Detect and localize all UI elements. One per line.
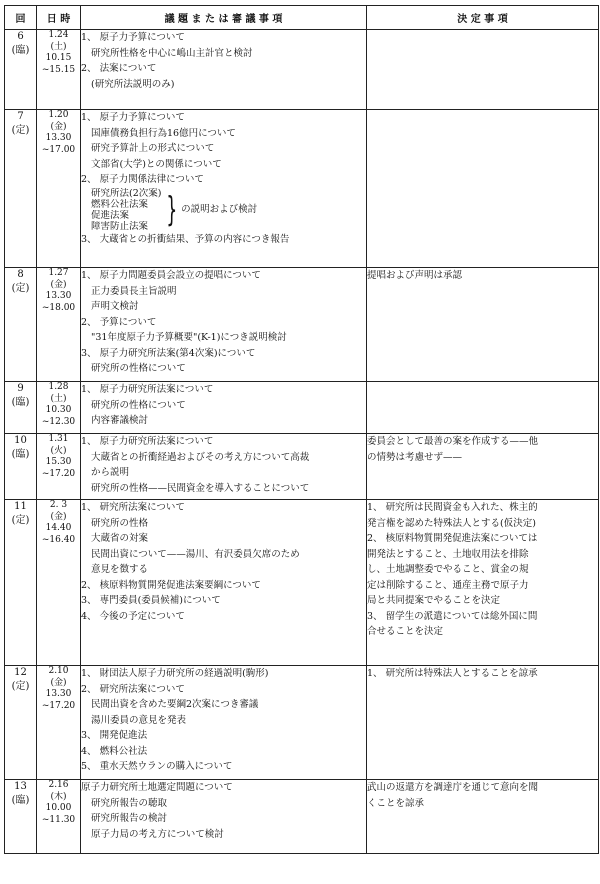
date-line: ~17.00 xyxy=(41,144,76,155)
agenda-line: 原子力研究所土地選定問題について xyxy=(81,782,233,793)
agenda-cell xyxy=(81,382,367,434)
table-row xyxy=(5,434,599,500)
agenda-line: 大蔵省との折衝経過およびその考え方について高裁 xyxy=(91,451,310,463)
date-line: 2.16 xyxy=(48,780,69,790)
table-row xyxy=(5,382,599,434)
decision-line: くことを諒承 xyxy=(367,797,425,809)
agenda-line: 2、 原子力関係法律について xyxy=(81,174,204,185)
meeting-number-cell xyxy=(5,382,37,434)
agenda-line: 研究所の性格について xyxy=(91,399,186,411)
agenda-line: 3、 専門委員(委員候補)について xyxy=(81,595,221,606)
table-row xyxy=(5,110,599,268)
agenda-line: 1、 原子力予算について xyxy=(81,112,185,123)
decision-cell xyxy=(367,30,599,110)
date-line: 13.30 xyxy=(45,689,72,699)
decision-line: 武山の返還方を調達庁を通じて意向を聞 xyxy=(367,782,539,793)
decision-line: 3、 留学生の派遣については総外国に問 xyxy=(367,610,538,622)
decision-line: 発言権を認めた特殊法人とする(仮決定) xyxy=(367,517,536,529)
agenda-line: 3、 開発促進法 xyxy=(81,730,148,741)
date-line: 2. 3 xyxy=(49,500,68,510)
date-line: ~17.20 xyxy=(41,468,76,479)
agenda-line: 2、 核原料物質開発促進法案要綱について xyxy=(81,579,261,591)
agenda-cell xyxy=(81,500,367,666)
meeting-number: 6 xyxy=(17,31,24,42)
agenda-line: 1、 原子力問題委員会設立の提唱について xyxy=(81,270,261,281)
date-line: ~16.40 xyxy=(41,534,76,545)
date-line: (火) xyxy=(50,445,67,456)
decision-line: 開発法とすること、土地収用法を排除 xyxy=(367,548,529,560)
meeting-type: (定) xyxy=(11,125,30,136)
meeting-number: 7 xyxy=(17,111,24,122)
date-line: 1.20 xyxy=(48,110,69,120)
meeting-type: (定) xyxy=(11,515,30,526)
meeting-number: 12 xyxy=(14,667,27,678)
agenda-line: 大蔵省の対案 xyxy=(91,533,149,544)
agenda-line: 1、 研究所法案について xyxy=(81,502,185,513)
agenda-line: 研究所の性格——民間資金を導入することについて xyxy=(91,482,310,494)
agenda-cell xyxy=(81,268,367,382)
decision-cell xyxy=(367,110,599,268)
table-row xyxy=(5,30,599,110)
date-line: ~12.30 xyxy=(41,416,76,427)
date-line: (土) xyxy=(50,393,67,404)
agenda-line: 文部省(大学)との関係について xyxy=(91,158,222,170)
agenda-line: 声明文検討 xyxy=(91,301,139,312)
date-line: 1.28 xyxy=(48,382,69,392)
brace-item: 研究所法(2次案) xyxy=(91,187,162,199)
date-line: 1.24 xyxy=(48,30,69,40)
date-line: 10.15 xyxy=(45,53,72,63)
date-line: ~17.20 xyxy=(41,700,76,711)
agenda-line: 5、 重水天然ウランの購入について xyxy=(81,761,233,772)
brace-item: 障害防止法案 xyxy=(91,220,149,232)
date-line: (木) xyxy=(50,791,67,802)
meeting-date-cell xyxy=(37,500,81,666)
date-line: (土) xyxy=(50,41,67,52)
agenda-line: 1、 原子力予算について xyxy=(81,32,185,43)
agenda-line: から説明 xyxy=(91,467,130,478)
agenda-cell xyxy=(81,434,367,500)
date-line: ~18.00 xyxy=(41,302,76,313)
date-line: (金) xyxy=(50,511,67,522)
meeting-type: (定) xyxy=(11,681,30,692)
date-line: ~15.15 xyxy=(41,64,76,75)
brace-item: 燃料公社法案 xyxy=(91,198,149,210)
agenda-line: 研究所報告の検討 xyxy=(91,813,168,824)
date-line: 1.27 xyxy=(48,268,69,278)
meeting-number: 11 xyxy=(14,501,27,512)
date-line: 13.30 xyxy=(45,291,72,301)
table-row xyxy=(5,500,599,666)
agenda-cell xyxy=(81,110,367,268)
agenda-line: 3、 大蔵省との折衝結果、予算の内容につき報告 xyxy=(81,233,290,245)
agenda-line: 民間出資を含めた要綱2次案につき審議 xyxy=(91,699,259,710)
agenda-line: (研究所法説明のみ) xyxy=(91,78,175,90)
decision-line: 1、 研究所は民間資金も入れた、株主的 xyxy=(367,502,538,513)
table-row xyxy=(5,666,599,780)
meeting-number: 9 xyxy=(17,383,24,394)
agenda-line: 意見を徴する xyxy=(91,564,149,575)
brace-label: の説明および検討 xyxy=(181,203,258,215)
agenda-line: 原子力局の考え方について検討 xyxy=(91,828,224,840)
date-line: 13.30 xyxy=(45,133,72,143)
meeting-number-cell xyxy=(5,500,37,666)
meeting-type: (定) xyxy=(11,283,30,294)
agenda-line: 3、 原子力研究所法案(第4次案)について xyxy=(81,347,256,359)
decision-line: の情勢は考慮せず—— xyxy=(367,451,463,463)
header-agenda: 議 題 ま た は 審 議 事 項 xyxy=(81,6,367,30)
agenda-line: 1、 財団法人原子力研究所の経過説明(駒形) xyxy=(81,668,269,679)
agenda-line: 2、 法案について xyxy=(81,63,157,74)
agenda-line: 民間出資について——湯川、有沢委員欠席のため xyxy=(91,548,300,560)
date-line: ~11.30 xyxy=(41,814,76,825)
meeting-date-cell xyxy=(37,268,81,382)
header-no: 回 xyxy=(5,6,37,30)
meeting-number-cell xyxy=(5,780,37,854)
meeting-type: (臨) xyxy=(11,449,30,460)
brace-items xyxy=(91,188,161,232)
decision-line: 合せることを決定 xyxy=(367,626,444,637)
date-line: 10.00 xyxy=(45,803,72,813)
header-date: 日 時 xyxy=(37,6,81,30)
agenda-line: 研究所性格を中心に嶋山主計官と検討 xyxy=(91,47,253,59)
date-line: 1.31 xyxy=(48,434,69,444)
meeting-number-cell xyxy=(5,110,37,268)
agenda-line: 研究所の性格 xyxy=(91,517,149,529)
brace-symbol: } xyxy=(166,189,178,230)
date-line: 10.30 xyxy=(45,405,72,415)
decision-line: 1、 研究所は特殊法人とすることを諒承 xyxy=(367,668,538,679)
meeting-number-cell xyxy=(5,268,37,382)
agenda-line: 研究所報告の聴取 xyxy=(91,797,168,809)
table-row xyxy=(5,780,599,854)
date-line: 2.10 xyxy=(48,666,69,676)
header-decision: 決 定 事 項 xyxy=(367,6,599,30)
meeting-date-cell xyxy=(37,666,81,780)
decision-line: し、土地調整委でやること、賞金の規 xyxy=(367,564,529,575)
agenda-line: "31年度原子力予算概要"(K-1)につき説明検討 xyxy=(91,332,287,343)
agenda-cell xyxy=(81,666,367,780)
minutes-table xyxy=(4,5,599,854)
meeting-date-cell xyxy=(37,780,81,854)
meeting-number-cell xyxy=(5,666,37,780)
decision-line: 提唱および声明は承認 xyxy=(367,270,463,281)
decision-cell xyxy=(367,382,599,434)
agenda-line: 1、 原子力研究所法案について xyxy=(81,384,214,395)
meeting-date-cell xyxy=(37,30,81,110)
decision-cell xyxy=(367,500,599,666)
meeting-date-cell xyxy=(37,382,81,434)
agenda-line: 内容審議検討 xyxy=(91,415,149,426)
brace-group xyxy=(81,188,366,232)
brace-item: 促進法案 xyxy=(91,209,130,221)
header-row xyxy=(5,6,599,30)
decision-cell xyxy=(367,268,599,382)
meeting-date-cell xyxy=(37,434,81,500)
agenda-line: 4、 燃料公社法 xyxy=(81,745,148,757)
agenda-line: 2、 予算について xyxy=(81,316,157,328)
agenda-line: 国庫債務負担行為16億円について xyxy=(91,127,236,139)
agenda-line: 正力委員長主旨説明 xyxy=(91,285,177,297)
agenda-line: 1、 原子力研究所法案について xyxy=(81,436,214,447)
decision-line: 局と共同提案でやることを決定 xyxy=(367,595,501,606)
meeting-number-cell xyxy=(5,434,37,500)
decision-line: 委員会として最善の案を作成する——他 xyxy=(367,436,539,447)
decision-cell xyxy=(367,434,599,500)
meeting-number: 8 xyxy=(17,269,24,280)
date-line: (金) xyxy=(50,121,67,132)
date-line: 14.40 xyxy=(45,523,72,533)
meeting-type: (臨) xyxy=(11,795,30,806)
meeting-type: (臨) xyxy=(11,397,30,408)
date-line: 15.30 xyxy=(45,457,72,467)
agenda-line: 2、 研究所法案について xyxy=(81,683,185,695)
meeting-number: 10 xyxy=(14,435,27,446)
meeting-date-cell xyxy=(37,110,81,268)
date-line: (金) xyxy=(50,677,67,688)
agenda-line: 湯川委員の意見を発表 xyxy=(91,714,187,726)
agenda-cell xyxy=(81,30,367,110)
date-line: (金) xyxy=(50,279,67,290)
table-row xyxy=(5,268,599,382)
decision-cell xyxy=(367,666,599,780)
meeting-number-cell xyxy=(5,30,37,110)
agenda-cell xyxy=(81,780,367,854)
agenda-line: 研究予算計上の形式について xyxy=(91,143,215,154)
decision-line: 定は削除すること、通産主務で原子力 xyxy=(367,579,529,591)
meeting-number: 13 xyxy=(14,781,27,792)
agenda-line: 研究所の性格について xyxy=(91,363,186,374)
decision-line: 2、 核原料物質開発促進法案については xyxy=(367,533,538,544)
meeting-type: (臨) xyxy=(11,45,30,56)
agenda-line: 4、 今後の予定について xyxy=(81,610,185,622)
decision-cell xyxy=(367,780,599,854)
